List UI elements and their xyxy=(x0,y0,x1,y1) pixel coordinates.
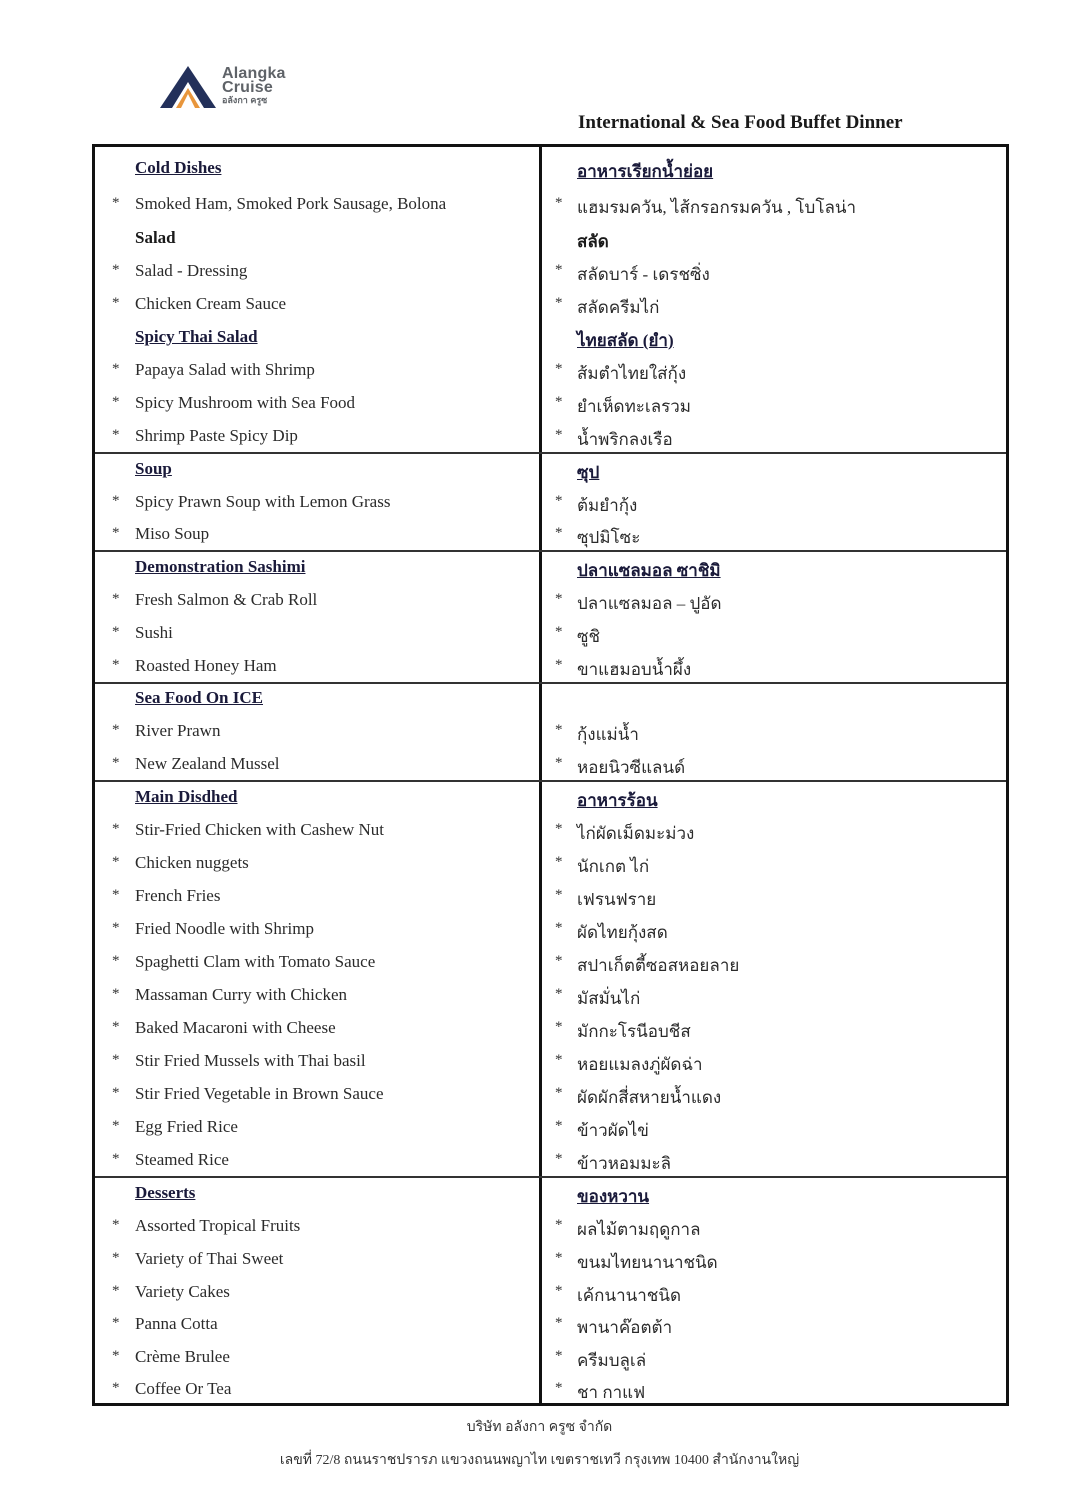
bullet-marker: * xyxy=(112,657,120,673)
bullet-marker: * xyxy=(112,1315,120,1331)
bullet-marker: * xyxy=(555,755,563,771)
section-heading-th: อาหารร้อน xyxy=(577,791,658,810)
section-divider xyxy=(95,452,1006,454)
bullet-marker: * xyxy=(555,1019,563,1035)
menu-item-th: ซุปมิโซะ xyxy=(577,528,641,547)
bullet-marker: * xyxy=(555,262,563,278)
bullet-marker: * xyxy=(555,195,563,211)
bullet-marker: * xyxy=(112,262,120,278)
section-heading-th: สลัด xyxy=(577,232,609,251)
menu-item-en: Crème Brulee xyxy=(135,1347,230,1366)
company-logo xyxy=(158,62,318,112)
bullet-marker: * xyxy=(555,821,563,837)
logo-wordmark xyxy=(222,67,286,105)
bullet-marker: * xyxy=(555,394,563,410)
menu-item-th: ครีมบลูเล่ xyxy=(577,1351,647,1370)
bullet-marker: * xyxy=(112,755,120,771)
bullet-marker: * xyxy=(112,591,120,607)
menu-item-en: Shrimp Paste Spicy Dip xyxy=(135,426,298,445)
menu-item-en: Chicken nuggets xyxy=(135,853,249,872)
menu-item-th: สลัดบาร์ - เดรชซิ่ง xyxy=(577,265,710,284)
menu-item-en: Fresh Salmon & Crab Roll xyxy=(135,590,318,609)
menu-item-en: Massaman Curry with Chicken xyxy=(135,985,347,1004)
menu-item-th: ส้มตำไทยใส่กุ้ง xyxy=(577,364,687,383)
menu-item-en: Panna Cotta xyxy=(135,1314,218,1333)
bullet-marker: * xyxy=(112,1250,120,1266)
menu-item-en: French Fries xyxy=(135,886,221,905)
menu-item-th: มัสมั่นไก่ xyxy=(577,989,641,1008)
logo-triangle-icon xyxy=(158,64,218,110)
logo-name-thai: อลังกา ครูซ xyxy=(222,95,268,105)
bullet-marker: * xyxy=(112,953,120,969)
menu-item-th: เค้กนานาชนิด xyxy=(577,1286,682,1305)
bullet-marker: * xyxy=(112,1019,120,1035)
bullet-marker: * xyxy=(112,854,120,870)
menu-item-th: เฟรนฟราย xyxy=(577,890,657,909)
menu-item-th: ผลไม้ตามฤดูกาล xyxy=(577,1220,701,1239)
bullet-marker: * xyxy=(555,657,563,673)
menu-item-en: Spicy Prawn Soup with Lemon Grass xyxy=(135,492,391,511)
bullet-marker: * xyxy=(112,920,120,936)
menu-item-th: ขาแฮมอบน้ำผึ้ง xyxy=(577,660,692,679)
bullet-marker: * xyxy=(112,1380,120,1396)
section-heading-en: Soup xyxy=(135,459,172,478)
section-heading-en: Cold Dishes xyxy=(135,158,222,177)
menu-item-en: Steamed Rice xyxy=(135,1150,229,1169)
menu-item-en: Coffee Or Tea xyxy=(135,1379,232,1398)
bullet-marker: * xyxy=(112,1348,120,1364)
bullet-marker: * xyxy=(112,195,120,211)
section-heading-th: อาหารเรียกน้ำย่อย xyxy=(577,162,714,181)
section-heading-th: ของหวาน xyxy=(577,1187,650,1206)
bullet-marker: * xyxy=(555,1118,563,1134)
bullet-marker: * xyxy=(555,953,563,969)
menu-item-th: ข้าวผัดไข่ xyxy=(577,1121,649,1140)
menu-item-th: ต้มยำกุ้ง xyxy=(577,496,638,515)
menu-item-en: Egg Fried Rice xyxy=(135,1117,238,1136)
menu-item-th: ไก่ผัดเม็ดมะม่วง xyxy=(577,824,695,843)
menu-item-en: Stir-Fried Chicken with Cashew Nut xyxy=(135,820,384,839)
section-divider xyxy=(95,1176,1006,1178)
menu-item-en: Stir Fried Vegetable in Brown Sauce xyxy=(135,1084,384,1103)
menu-item-en: Fried Noodle with Shrimp xyxy=(135,919,314,938)
bullet-marker: * xyxy=(555,986,563,1002)
section-heading-en: Spicy Thai Salad xyxy=(135,327,258,346)
menu-item-th: น้ำพริกลงเรือ xyxy=(577,430,673,449)
bullet-marker: * xyxy=(112,887,120,903)
menu-item-th: ข้าวหอมมะลิ xyxy=(577,1154,672,1173)
menu-item-en: Variety Cakes xyxy=(135,1282,230,1301)
bullet-marker: * xyxy=(555,722,563,738)
menu-item-th: ผัดไทยกุ้งสด xyxy=(577,923,668,942)
bullet-marker: * xyxy=(555,1217,563,1233)
bullet-marker: * xyxy=(112,493,120,509)
section-divider xyxy=(95,550,1006,552)
document-title: International & Sea Food Buffet Dinner xyxy=(578,112,903,133)
menu-item-th: สลัดครีมไก่ xyxy=(577,298,660,317)
bullet-marker: * xyxy=(112,394,120,410)
bullet-marker: * xyxy=(112,1151,120,1167)
menu-item-th: มักกะโรนีอบชีส xyxy=(577,1022,691,1041)
menu-item-en: Roasted Honey Ham xyxy=(135,656,277,675)
bullet-marker: * xyxy=(555,427,563,443)
section-divider xyxy=(95,682,1006,684)
menu-item-en: Smoked Ham, Smoked Pork Sausage, Bolona xyxy=(135,194,447,213)
bullet-marker: * xyxy=(555,295,563,311)
section-heading-en: Sea Food On ICE xyxy=(135,688,263,707)
menu-item-th: กุ้งแม่น้ำ xyxy=(577,725,639,744)
bullet-marker: * xyxy=(112,722,120,738)
section-heading-en: Main Disdhed xyxy=(135,787,238,806)
bullet-marker: * xyxy=(555,1151,563,1167)
logo-name-line2: Cruise xyxy=(222,79,273,96)
menu-item-en: Miso Soup xyxy=(135,524,210,543)
bullet-marker: * xyxy=(112,295,120,311)
bullet-marker: * xyxy=(555,1052,563,1068)
bullet-marker: * xyxy=(112,1217,120,1233)
section-heading-th: ไทยสลัด (ยำ) xyxy=(577,331,674,350)
column-divider xyxy=(539,147,542,1403)
bullet-marker: * xyxy=(555,361,563,377)
menu-item-en: Papaya Salad with Shrimp xyxy=(135,360,315,379)
bullet-marker: * xyxy=(555,1380,563,1396)
menu-item-en: Sushi xyxy=(135,623,173,642)
bullet-marker: * xyxy=(112,821,120,837)
menu-item-th: ชา กาแฟ xyxy=(577,1383,646,1402)
menu-item-en: Salad - Dressing xyxy=(135,261,248,280)
bullet-marker: * xyxy=(555,1315,563,1331)
section-heading-en: Salad xyxy=(135,228,176,247)
menu-item-th: แฮมรมควัน, ไส้กรอกรมควัน , โบโลน่า xyxy=(577,198,857,217)
menu-item-th: สปาเก็ตตี้ซอสหอยลาย xyxy=(577,956,740,975)
menu-item-en: River Prawn xyxy=(135,721,221,740)
menu-table xyxy=(92,144,1009,1406)
bullet-marker: * xyxy=(112,1052,120,1068)
section-divider xyxy=(95,780,1006,782)
section-heading-en: Demonstration Sashimi xyxy=(135,557,306,576)
bullet-marker: * xyxy=(555,525,563,541)
bullet-marker: * xyxy=(555,1250,563,1266)
bullet-marker: * xyxy=(555,1085,563,1101)
bullet-marker: * xyxy=(112,986,120,1002)
menu-item-th: หอยแมลงภู่ผัดฉ่า xyxy=(577,1055,703,1074)
bullet-marker: * xyxy=(555,591,563,607)
bullet-marker: * xyxy=(555,1348,563,1364)
bullet-marker: * xyxy=(112,624,120,640)
menu-item-th: หอยนิวซีแลนด์ xyxy=(577,758,686,777)
section-heading-th: ซุป xyxy=(577,463,600,482)
menu-item-th: พานาค๊อตต้า xyxy=(577,1318,673,1337)
menu-item-th: ผัดผักสี่สหายน้ำแดง xyxy=(577,1088,722,1107)
bullet-marker: * xyxy=(112,361,120,377)
bullet-marker: * xyxy=(555,624,563,640)
menu-item-en: New Zealand Mussel xyxy=(135,754,280,773)
section-heading-th: ปลาแซลมอล ซาชิมิ xyxy=(577,561,721,580)
bullet-marker: * xyxy=(555,887,563,903)
menu-item-th: ขนมไทยนานาชนิด xyxy=(577,1253,718,1272)
menu-item-en: Variety of Thai Sweet xyxy=(135,1249,284,1268)
menu-item-th: ซูชิ xyxy=(577,627,601,646)
footer-company: บริษัท อลังกา ครูซ จำกัด xyxy=(466,1420,613,1435)
menu-item-th: ปลาแซลมอล – ปูอัด xyxy=(577,594,722,613)
menu-item-en: Stir Fried Mussels with Thai basil xyxy=(135,1051,366,1070)
menu-item-en: Baked Macaroni with Cheese xyxy=(135,1018,336,1037)
bullet-marker: * xyxy=(555,1283,563,1299)
menu-item-en: Spaghetti Clam with Tomato Sauce xyxy=(135,952,376,971)
menu-item-en: Assorted Tropical Fruits xyxy=(135,1216,301,1235)
menu-item-th: นักเกต ไก่ xyxy=(577,857,650,876)
bullet-marker: * xyxy=(555,920,563,936)
bullet-marker: * xyxy=(112,1118,120,1134)
bullet-marker: * xyxy=(112,1085,120,1101)
menu-item-en: Spicy Mushroom with Sea Food xyxy=(135,393,356,412)
bullet-marker: * xyxy=(555,493,563,509)
footer-address: เลขที่ 72/8 ถนนราชปรารภ แขวงถนนพญาไท เขตราชเทวี กรุงเทพ 10400 สำนักงานใหญ่ xyxy=(279,1453,800,1468)
bullet-marker: * xyxy=(112,427,120,443)
menu-item-th: ยำเห็ดทะเลรวม xyxy=(577,397,692,416)
bullet-marker: * xyxy=(112,525,120,541)
menu-item-en: Chicken Cream Sauce xyxy=(135,294,287,313)
bullet-marker: * xyxy=(112,1283,120,1299)
section-heading-en: Desserts xyxy=(135,1183,196,1202)
bullet-marker: * xyxy=(555,854,563,870)
logo-name-line1: Alangka xyxy=(222,65,286,82)
